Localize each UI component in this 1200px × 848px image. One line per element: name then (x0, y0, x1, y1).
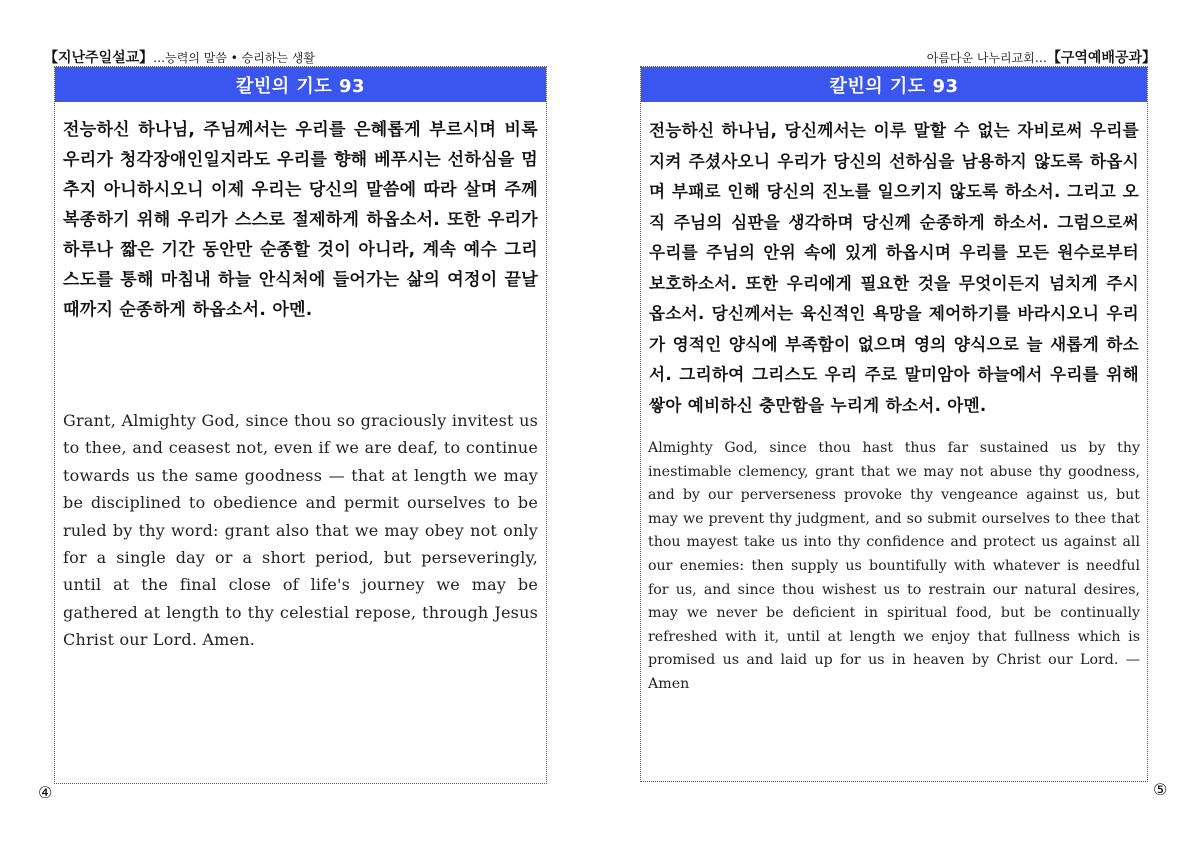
right-title: 칼빈의 기도 93 (829, 75, 959, 97)
right-english-prayer: Almighty God, since thou hast thus far sustained us by thy inestimable clemency, grant that we may not abuse thy goodness, and by our perverseness provoke thy vengeance against us, but may we prevent thy judgment, and so submit ourselves to thee that thou mayest take us into thy confidence and protect us against all our enemies: then supply us bountifully with whatever is needful for us, and since thou wishest us to restrain our natural desires, may we never be deficient in spiritual food, but be continually refreshed with it, until at length we enjoy that fullness which is promised us and laid up for us in heaven by Christ our Lord. — Amen (648, 440, 1140, 692)
left-english-prayer: Grant, Almighty God, since thou so graciously invitest us to thee, and ceasest not, even if we are deaf, to continue towards us the same goodness — that at length we may be disciplined to obedience and permit ourselves to be ruled by thy word: grant also that we may obey not only for a single day or a short period, but perseveringly, until at the final close of life's journey we may be gathered at length to thy celestial repose, through Jesus Christ our Lord. Amen. (63, 411, 538, 650)
header-right-text: 아름다운 나누리교회… (926, 51, 1047, 65)
left-page-number: ④ (38, 783, 53, 802)
left-title: 칼빈의 기도 93 (235, 75, 366, 97)
right-title-bar (641, 67, 1147, 102)
right-korean-prayer: 전능하신 하나님, 당신께서는 이루 말할 수 없는 자비로써 우리를 지켜 주셨사오니 우리가 당신의 선하심을 남용하지 않도록 하옵시며 부패로 인해 당신의 진노를 일으키지 않도록 하소서. 그리고 오직 주님의 심판을 생각하며 당신께 순종하게 하소서. 그럼으로써 우리를 주님의 안위 속에 있게 하옵시며 우리를 모든 원수로부터 보호하소서. 또한 우리에게 필요한 것을 무엇이든지 넘치게 주시옵소서. 당신께서는 육신적인 욕망을 제어하기를 바라시오니 우리가 영적인 양식에 부족함이 없으며 영의 양식으로 늘 새롭게 하소서. 그리하여 그리스도 우리 주로 말미암아 하늘에서 우리를 위해 쌓아 예비하신 충만함을 누리게 하소서. 아멘. (649, 121, 1139, 415)
header-right (927, 47, 1156, 67)
right-page-number: ⑤ (1153, 780, 1168, 799)
left-title-bar (55, 67, 546, 102)
right-page-panel (640, 66, 1148, 782)
left-page-panel (54, 66, 547, 784)
header-left-bracket: 【지난주일설교】 (44, 50, 154, 66)
left-korean-prayer: 전능하신 하나님, 주님께서는 우리를 은혜롭게 부르시며 비록 우리가 청각장애인일지라도 우리를 향해 베푸시는 선하심을 멈추지 아니하시오니 이제 우리는 당신의 말씀에 따라 살며 주께 복종하기 위해 우리가 스스로 절제하게 하옵소서. 또한 우리가 하루나 짧은 기간 동안만 순종할 것이 아니라, 계속 예수 그리스도를 통해 마침내 하늘 안식처에 들어가는 삶의 여정이 끝날 때까지 순종하게 하옵소서. 아멘. (63, 120, 538, 320)
header-left-text: …능력의 말씀 • 승리하는 생활 (153, 51, 316, 65)
header-right-bracket: 【구역예배공과】 (1046, 50, 1156, 66)
header-left (44, 47, 315, 67)
